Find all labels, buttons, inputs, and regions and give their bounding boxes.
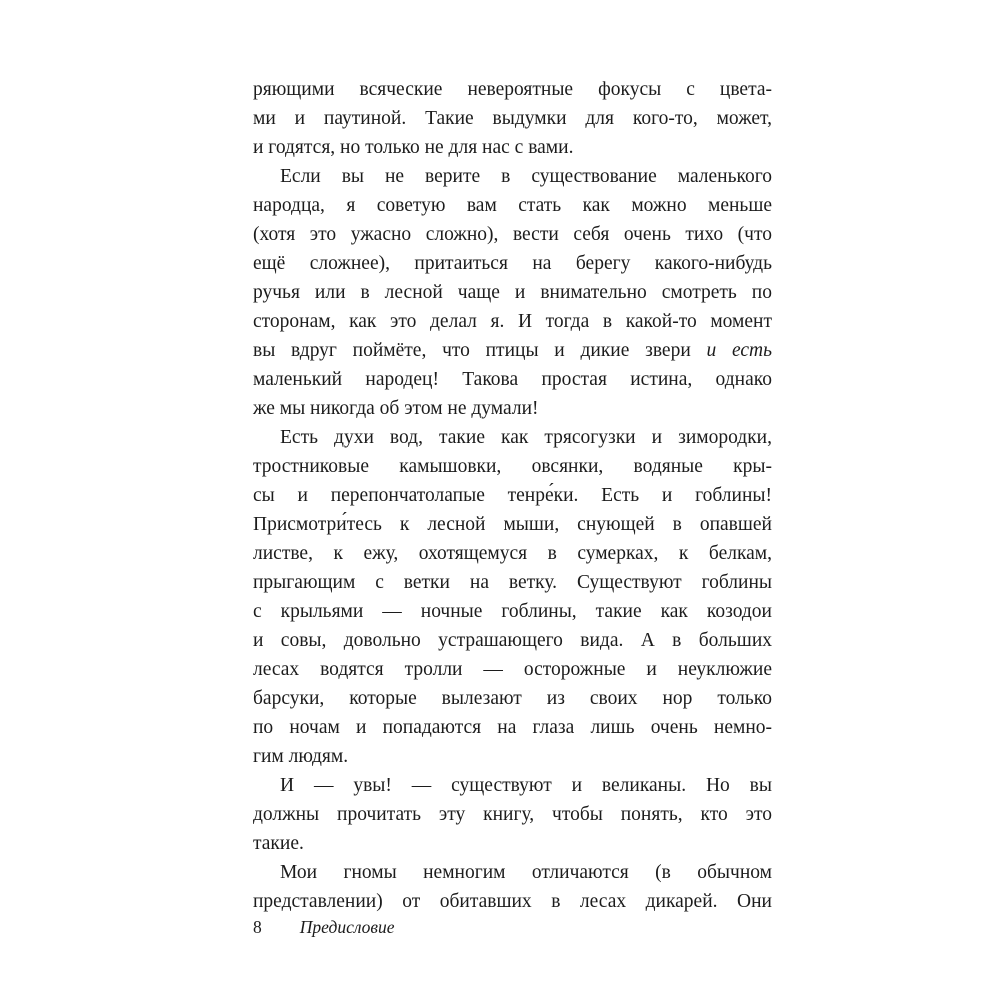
page-number: 8 [253, 917, 262, 937]
text-line [253, 655, 772, 684]
text-segment: тростниковые камышовки, овсянки, водяные кры- [253, 456, 772, 477]
text-segment: должны прочитать эту книгу, чтобы понять, кто это [253, 804, 772, 825]
text-segment: Мои гномы немногим отличаются (в обычном [280, 862, 772, 883]
text-segment: барсуки, которые вылезают из своих нор только [253, 688, 772, 709]
text-line [253, 829, 772, 858]
text-segment: такие. [253, 833, 304, 854]
text-line [253, 278, 772, 307]
text-segment: же мы никогда об этом не думали! [253, 398, 539, 419]
text-line [253, 684, 772, 713]
text-segment: И — увы! — существуют и великаны. Но вы [280, 775, 772, 796]
text-segment: Если вы не верите в существование маленького [280, 166, 772, 187]
footer-section-title: Предисловие [299, 917, 395, 937]
text-line [253, 336, 772, 365]
text-segment: ручья или в лесной чаще и внимательно смотреть по [253, 282, 772, 303]
text-line [253, 597, 772, 626]
text-line [253, 423, 772, 452]
text-segment: листве, к ежу, охотящемуся в сумерках, к белкам, [253, 543, 772, 564]
text-segment: лесах водятся тролли — осторожные и неуклюжие [253, 659, 772, 680]
text-segment: Присмотри́тесь к лесной мыши, снующей в опавшей [253, 514, 772, 535]
text-line [253, 568, 772, 597]
text-line [253, 539, 772, 568]
text-segment: и годятся, но только не для нас с вами. [253, 137, 574, 158]
text-line [253, 394, 772, 423]
text-segment: вы вдруг поймёте, что птицы и дикие звери [253, 340, 707, 361]
text-segment: ряющими всяческие невероятные фокусы с цвета- [253, 79, 772, 100]
text-line [253, 858, 772, 887]
text-line [253, 220, 772, 249]
text-segment: сы и перепончатолапые тенре́ки. Есть и гоблины! [253, 485, 772, 506]
page-footer [253, 916, 772, 938]
text-line [253, 365, 772, 394]
text-segment: гим людям. [253, 746, 349, 767]
text-segment: Есть духи вод, такие как трясогузки и зимородки, [280, 427, 772, 448]
text-segment: сторонам, как это делал я. И тогда в какой-то момент [253, 311, 772, 332]
text-line [253, 771, 772, 800]
text-segment: и совы, довольно устрашающего вида. А в больших [253, 630, 772, 651]
text-line [253, 249, 772, 278]
text-line [253, 75, 772, 104]
text-segment: по ночам и попадаются на глаза лишь очень немно- [253, 717, 772, 738]
text-line [253, 887, 772, 916]
text-line [253, 626, 772, 655]
text-segment: народца, я советую вам стать как можно меньше [253, 195, 772, 216]
text-segment: с крыльями — ночные гоблины, такие как козодои [253, 601, 772, 622]
text-line [253, 481, 772, 510]
text-line [253, 104, 772, 133]
text-line [253, 713, 772, 742]
text-segment: (хотя это ужасно сложно), вести себя очень тихо (что [253, 224, 772, 245]
text-line [253, 307, 772, 336]
text-line [253, 800, 772, 829]
text-segment: ми и паутиной. Такие выдумки для кого-то, может, [253, 108, 772, 129]
emphasized-text: и есть [706, 340, 772, 361]
text-line [253, 191, 772, 220]
text-line [253, 452, 772, 481]
text-line [253, 133, 772, 162]
text-segment: прыгающим с ветки на ветку. Существуют гоблины [253, 572, 772, 593]
body-text [253, 75, 772, 916]
text-line [253, 742, 772, 771]
text-segment: представлении) от обитавших в лесах дикарей. Они [253, 891, 772, 912]
text-segment: ещё сложнее), притаиться на берегу какого-нибудь [253, 253, 772, 274]
text-segment: маленький народец! Такова простая истина, однако [253, 369, 772, 390]
text-line [253, 510, 772, 539]
text-line [253, 162, 772, 191]
